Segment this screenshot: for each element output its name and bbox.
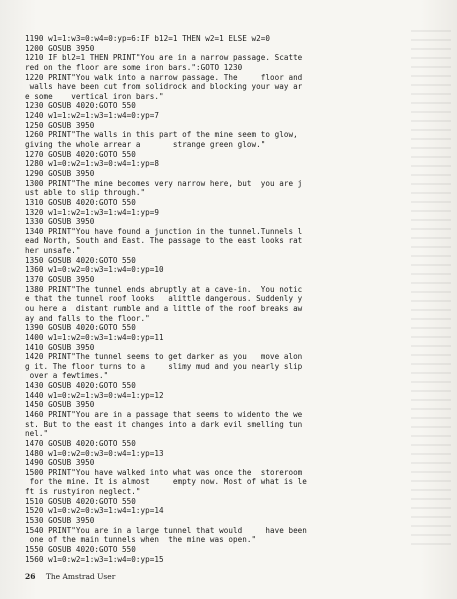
code-line: 1420 PRINT"The tunnel seems to get darker as you move alon: [25, 352, 303, 362]
code-line: 1490 GOSUB 3950: [25, 458, 95, 468]
code-line: e some vertical iron bars.": [25, 91, 164, 101]
code-line: 1410 GOSUB 3950: [25, 342, 95, 352]
code-line: ust able to slip through.": [25, 188, 146, 198]
code-line: 1380 PRINT"The tunnel ends abruptly at a cave-in. You notic: [25, 284, 303, 294]
code-line: 1430 GOSUB 4020:GOTO 550: [25, 381, 136, 391]
code-line: 1530 GOSUB 3950: [25, 516, 95, 526]
code-line: 1360 w1=0:w2=0:w3=1:w4=0:yp=10: [25, 265, 164, 275]
code-line: over a fewtimes.": [25, 371, 109, 381]
code-line: 1350 GOSUB 4020:GOTO 550: [25, 255, 136, 265]
code-line: 1290 GOSUB 3950: [25, 168, 95, 178]
code-line: 1200 GOSUB 3950: [25, 43, 95, 53]
code-line: for the mine. It is almost empty now. Most of what is le: [25, 477, 307, 487]
code-line: 1300 PRINT"The mine becomes very narrow here, but you are j: [25, 178, 303, 188]
code-line: e that the tunnel roof looks alittle dangerous. Suddenly y: [25, 294, 303, 304]
code-line: 1250 GOSUB 3950: [25, 120, 95, 130]
code-line: red on the floor are some iron bars.":GOTO 1230: [25, 62, 243, 72]
code-line: one of the main tunnels when the mine was open.": [25, 535, 257, 545]
code-line: 1340 PRINT"You have found a junction in the tunnel.Tunnels l: [25, 226, 303, 236]
code-line: 1480 w1=0:w2=0:w3=0:w4=1:yp=13: [25, 448, 164, 458]
code-line: 1540 PRINT"You are in a large tunnel that would have been: [25, 525, 307, 535]
code-line: 1330 GOSUB 3950: [25, 217, 95, 227]
show-through-text: [411, 30, 451, 550]
code-line: 1220 PRINT"You walk into a narrow passage. The floor and: [25, 72, 303, 82]
code-line: 1320 w1=1:w2=1:w3=1:w4=1:yp=9: [25, 207, 160, 217]
code-line: 1390 GOSUB 4020:GOTO 550: [25, 323, 136, 333]
code-line: 1460 PRINT"You are in a passage that seems to widento the we: [25, 409, 303, 419]
code-line: g it. The floor turns to a slimy mud and you nearly slip: [25, 361, 303, 371]
code-line: 1310 GOSUB 4020:GOTO 550: [25, 197, 136, 207]
publication-name: The Amstrad User: [45, 572, 116, 581]
page-number: 26: [25, 572, 36, 581]
basic-program-listing: [25, 34, 415, 564]
code-line: 1260 PRINT"The walls in this part of the mine seem to glow,: [25, 130, 298, 140]
code-line: 1210 IF bl2=1 THEN PRINT"You are in a narrow passage. Scatte: [25, 53, 303, 63]
code-line: 1370 GOSUB 3950: [25, 275, 95, 285]
code-line: 1560 w1=0:w2=1:w3=1:w4=0:yp=15: [25, 554, 164, 564]
code-line: ou here a distant rumble and a little of the roof breaks aw: [25, 303, 303, 313]
code-line: 1550 GOSUB 4020:GOTO 550: [25, 544, 136, 554]
page-footer: [25, 572, 115, 581]
code-line: 1230 GOSUB 4020:GOTO 550: [25, 101, 136, 111]
code-line: 1440 w1=0:w2=1:w3=0:w4=1:yp=12: [25, 390, 164, 400]
code-line: giving the whole arrear a strange green glow.": [25, 140, 266, 150]
code-line: ay and falls to the floor.": [25, 313, 150, 323]
code-line: 1270 GOSUB 4020:GOTO 550: [25, 149, 136, 159]
code-line: her unsafe.": [25, 246, 81, 256]
code-line: 1500 PRINT"You have walked into what was once the storeroom: [25, 467, 303, 477]
code-line: 1450 GOSUB 3950: [25, 400, 95, 410]
code-line: walls have been cut from solidrock and blocking your way ar: [25, 82, 303, 92]
code-line: ead North, South and East. The passage to the east looks rat: [25, 236, 303, 246]
code-line: 1240 w1=1:w2=1:w3=1:w4=0:yp=7: [25, 111, 160, 121]
code-line: ft is rustyiron neglect.": [25, 487, 141, 497]
code-line: 1400 w1=1:w2=0:w3=1:w4=0:yp=11: [25, 332, 164, 342]
code-line: 1510 GOSUB 4020:GOTO 550: [25, 496, 136, 506]
code-line: 1470 GOSUB 4020:GOTO 550: [25, 438, 136, 448]
code-line: st. But to the east it changes into a dark evil smelling tun: [25, 419, 303, 429]
code-line: nel.": [25, 429, 49, 439]
code-line: 1190 w1=1:w3=0:w4=0:yp=6:IF b12=1 THEN w2=1 ELSE w2=0: [25, 34, 270, 43]
code-line: 1520 w1=0:w2=0:w3=1:w4=1:yp=14: [25, 506, 164, 516]
code-line: 1280 w1=0:w2=1:w3=0:w4=1:yp=8: [25, 159, 160, 169]
